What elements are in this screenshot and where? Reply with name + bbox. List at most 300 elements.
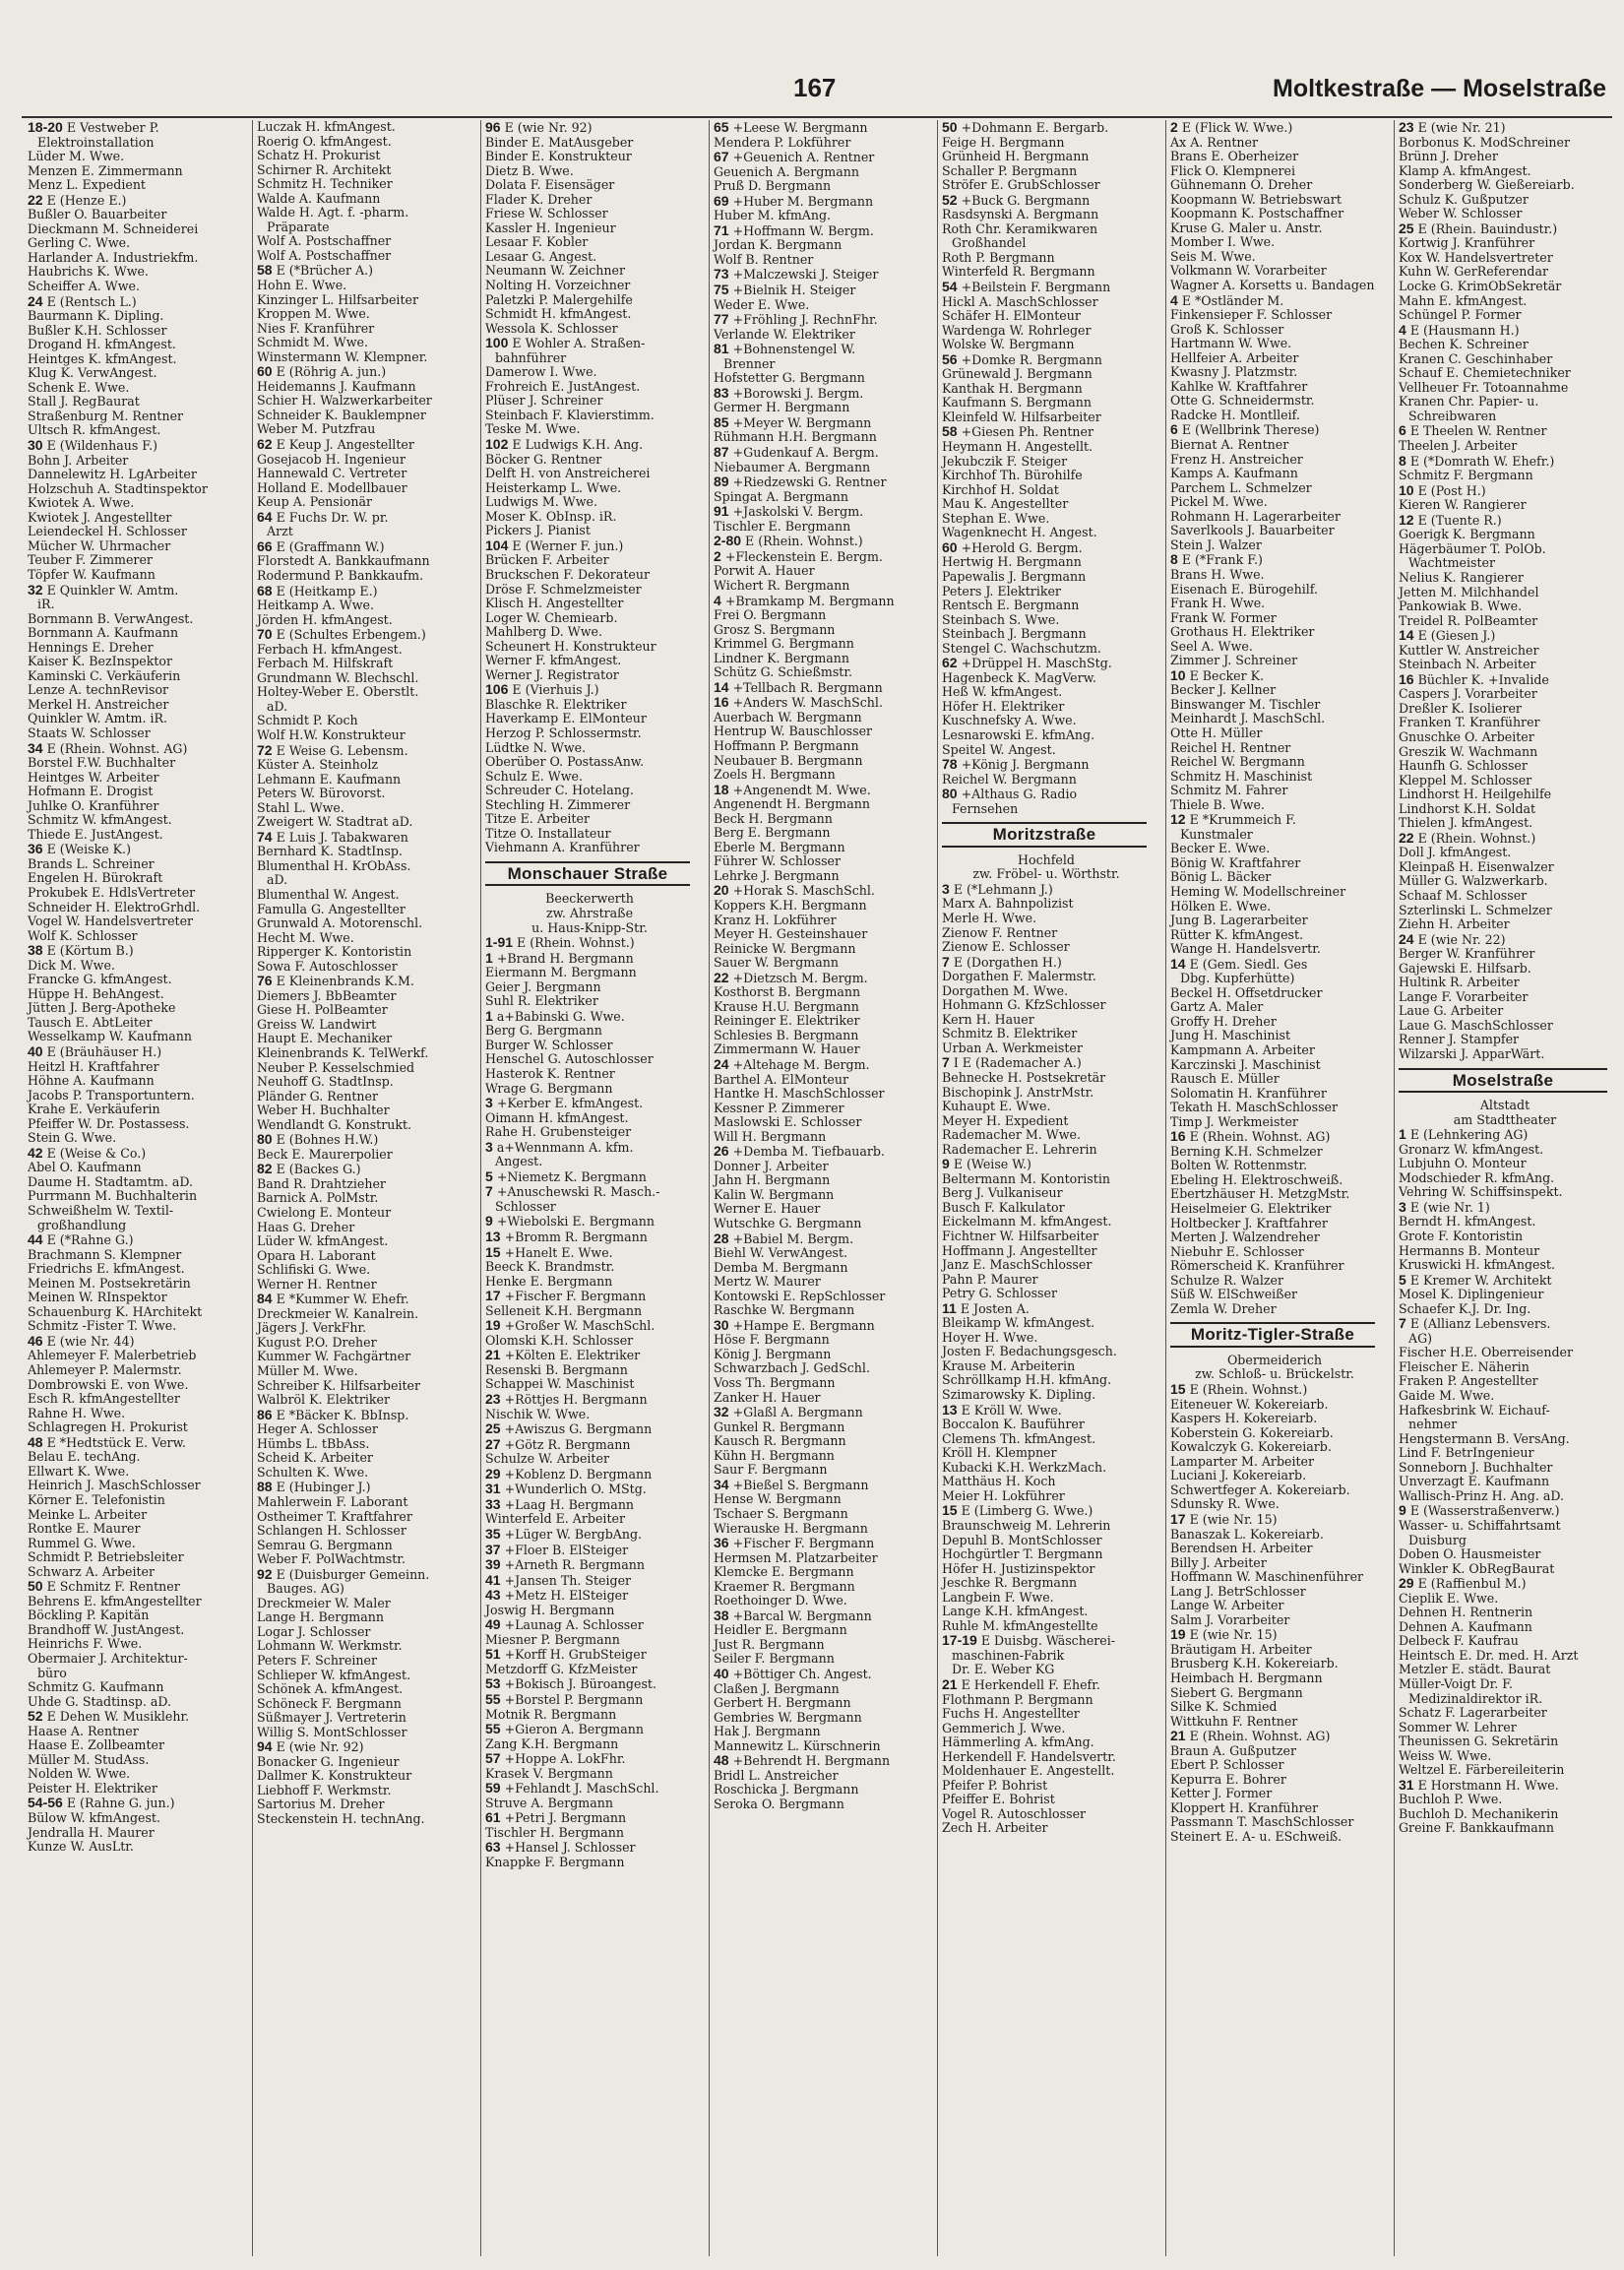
house-owner: E (Weise W.) bbox=[953, 1157, 1031, 1172]
house-owner: +Borstel P. Bergmann bbox=[504, 1691, 644, 1707]
resident-entry: Schmitz H. Maschinist bbox=[1170, 768, 1313, 784]
resident-entry: Moldenhauer E. Angestellt. bbox=[942, 1763, 1115, 1779]
resident-entry: Struve A. Bergmann bbox=[485, 1795, 613, 1810]
resident-entry: Hannewald C. Vertreter bbox=[257, 466, 407, 481]
resident-entry: Krause H.U. Bergmann bbox=[714, 998, 859, 1014]
resident-entry: Barnick A. PolMstr. bbox=[257, 1190, 379, 1206]
house-owner: E (Bräuhäuser H.) bbox=[46, 1044, 162, 1059]
resident-entry: Scheunert H. Konstrukteur bbox=[485, 638, 656, 654]
house-owner: +Bießel S. Bergmann bbox=[732, 1477, 869, 1492]
house-owner: +Niemetz K. Bergmann bbox=[496, 1168, 647, 1184]
resident-entry: Hochgürtler T. Bergmann bbox=[942, 1546, 1103, 1562]
house-entry bbox=[481, 1348, 698, 1363]
resident-entry: Wittkuhn F. Rentner bbox=[1170, 1713, 1298, 1729]
house-entry bbox=[1166, 1382, 1383, 1398]
resident-entry: Klug K. VerwAngest. bbox=[28, 365, 157, 381]
house-owner: E (wie Nr. 21) bbox=[1417, 120, 1506, 135]
house-number: 38 bbox=[714, 1607, 729, 1623]
resident-entry: Haubrichs K. Wwe. bbox=[28, 264, 149, 280]
resident-entry: Kunze W. AusLtr. bbox=[28, 1839, 134, 1855]
resident-entry: Böckling P. Kapitän bbox=[28, 1608, 150, 1623]
page-title: Moltkestraße — Moselstraße bbox=[1273, 75, 1606, 102]
resident-entry: Kaiser K. BezInspektor bbox=[28, 654, 172, 669]
house-owner: +Anders W. MaschSchl. bbox=[732, 695, 883, 711]
resident-entry: Hense W. Bergmann bbox=[714, 1491, 842, 1507]
house-entry bbox=[481, 120, 698, 136]
resident-entry: Finkensieper F. Schlosser bbox=[1170, 307, 1333, 323]
resident-entry: Diemers J. BbBeamter bbox=[257, 987, 397, 1003]
house-owner: E Kröll W. Wwe. bbox=[961, 1402, 1062, 1418]
resident-entry: Groffy H. Dreher bbox=[1170, 1013, 1277, 1029]
resident-entry: Rademacher M. Wwe. bbox=[942, 1127, 1081, 1143]
house-number: 52 bbox=[942, 191, 958, 208]
resident-entry: Hasterok K. Rentner bbox=[485, 1066, 615, 1081]
house-entry bbox=[481, 1840, 698, 1856]
house-entry bbox=[1166, 668, 1383, 684]
resident-entry: Gembries W. Bergmann bbox=[714, 1709, 862, 1725]
resident-entry: Ahlemeyer P. Malermstr. bbox=[28, 1362, 182, 1378]
resident-entry: Roethoinger D. Wwe. bbox=[714, 1593, 847, 1608]
resident-entry: Jekubczik F. Steiger bbox=[942, 453, 1068, 469]
resident-entry: Frank H. Wwe. bbox=[1170, 596, 1266, 611]
resident-entry: Leiendeckel H. Schlosser bbox=[28, 524, 187, 539]
resident-entry: Logar J. Schlosser bbox=[257, 1623, 371, 1639]
house-entry bbox=[481, 1647, 698, 1663]
resident-entry: Renner J. Stampfer bbox=[1399, 1032, 1520, 1047]
resident-entry: Vogel W. Handelsvertreter bbox=[28, 914, 194, 929]
street-heading: Moritz-Tigler-Straße bbox=[1170, 1322, 1375, 1348]
resident-entry: Bolten W. Rottenmstr. bbox=[1170, 1158, 1308, 1173]
house-entry bbox=[1395, 1200, 1615, 1216]
house-number: 33 bbox=[485, 1495, 501, 1512]
house-owner: +Awiszus G. Bergmann bbox=[504, 1421, 653, 1437]
resident-entry: Hak J. Bergmann bbox=[714, 1724, 821, 1739]
resident-entry: Heß W. kfmAngest. bbox=[942, 684, 1063, 700]
resident-entry: Schwertfeger A. Kokereiarb. bbox=[1170, 1482, 1350, 1497]
house-owner: +Borowski J. Bergm. bbox=[732, 385, 864, 401]
house-number: 36 bbox=[28, 841, 43, 857]
resident-entry: Schappei W. Maschinist bbox=[485, 1376, 635, 1392]
house-entry bbox=[1395, 628, 1615, 644]
house-number: 65 bbox=[714, 120, 729, 135]
house-number: 14 bbox=[714, 678, 729, 695]
resident-entry: Billy J. Arbeiter bbox=[1170, 1554, 1267, 1570]
house-entry bbox=[481, 951, 698, 967]
resident-entry: Gaide M. Wwe. bbox=[1399, 1388, 1495, 1404]
resident-entry: Semrau G. Bergmann bbox=[257, 1537, 393, 1552]
house-owner: +Wunderlich O. MStg. bbox=[504, 1482, 647, 1497]
resident-entry: Haas G. Dreher bbox=[257, 1219, 355, 1234]
house-entry bbox=[481, 1722, 698, 1737]
house-entry bbox=[481, 682, 698, 698]
house-entry bbox=[1166, 957, 1383, 973]
resident-entry: Beeck K. Brandmstr. bbox=[485, 1259, 615, 1275]
resident-entry: Pfeiffer E. Bohrist bbox=[942, 1792, 1055, 1807]
resident-entry: Maslowski E. Schlosser bbox=[714, 1114, 862, 1130]
house-entry bbox=[710, 1608, 926, 1624]
resident-entry: Holtbecker J. Kraftfahrer bbox=[1170, 1215, 1328, 1230]
house-number: 66 bbox=[257, 537, 273, 554]
resident-entry: Mau K. Angestellter bbox=[942, 496, 1069, 512]
resident-entry: Wichert R. Bergmann bbox=[714, 577, 850, 593]
house-owner: E (Rhein. Wohnst.) bbox=[745, 534, 863, 549]
resident-entry: Koopmann W. Betriebswart bbox=[1170, 191, 1342, 207]
resident-entry: Gartz A. Maler bbox=[1170, 999, 1264, 1015]
house-owner: +Demba M. Tiefbauarb. bbox=[732, 1144, 885, 1160]
house-number: 91 bbox=[714, 503, 729, 520]
house-number: 48 bbox=[28, 1433, 43, 1450]
resident-entry: Wolf A. Postschaffner bbox=[257, 247, 392, 263]
resident-entry: Lange F. Vorarbeiter bbox=[1399, 988, 1529, 1004]
house-entry bbox=[24, 1232, 240, 1248]
house-entry bbox=[710, 695, 926, 711]
house-number: 82 bbox=[257, 1161, 273, 1177]
entry-continuation: Angest. bbox=[495, 1154, 543, 1169]
house-owner: +Götz R. Bergmann bbox=[504, 1436, 631, 1452]
house-number: 4 bbox=[1170, 291, 1178, 308]
resident-entry: Heintges K. kfmAngest. bbox=[28, 350, 177, 366]
resident-entry: Kessner P. Zimmerer bbox=[714, 1100, 844, 1115]
house-entry bbox=[253, 1408, 469, 1423]
street-heading: Monschauer Straße bbox=[485, 861, 690, 887]
entry-continuation: iR. bbox=[37, 597, 55, 612]
house-owner: +Meyer W. Bergmann bbox=[732, 414, 872, 430]
resident-entry: Neuhoff G. StadtInsp. bbox=[257, 1074, 394, 1090]
resident-entry: Lesaar F. Kobler bbox=[485, 234, 589, 250]
house-number: 3 bbox=[485, 1095, 493, 1111]
house-number: 86 bbox=[257, 1406, 273, 1422]
resident-entry: Holzschuh A. Stadtinspektor bbox=[28, 480, 208, 496]
resident-entry: Schlesies B. Bergmann bbox=[714, 1027, 859, 1042]
resident-entry: Bonacker G. Ingenieur bbox=[257, 1753, 400, 1769]
house-entry bbox=[481, 1617, 698, 1633]
resident-entry: Ziehn H. Arbeiter bbox=[1399, 916, 1510, 932]
resident-entry: Schaller P. Bergmann bbox=[942, 162, 1078, 178]
house-entry bbox=[1166, 812, 1383, 828]
house-entry bbox=[938, 352, 1155, 368]
resident-entry: Urban A. Werkmeister bbox=[942, 1040, 1083, 1055]
house-number: 7 bbox=[942, 953, 950, 970]
resident-entry: Verlande W. Elektriker bbox=[714, 326, 855, 342]
entry-continuation: Dr. E. Weber KG bbox=[952, 1662, 1055, 1677]
house-entry bbox=[1395, 513, 1615, 529]
resident-entry: Lenze A. technRevisor bbox=[28, 682, 169, 698]
resident-entry: Braunschweig M. Lehrerin bbox=[942, 1517, 1111, 1533]
house-number: 12 bbox=[1170, 811, 1186, 828]
column-5 bbox=[937, 120, 1155, 2256]
house-number: 54-56 bbox=[28, 1795, 63, 1811]
resident-entry: Grundmann W. Blechschl. bbox=[257, 669, 419, 685]
column-1 bbox=[24, 120, 240, 2256]
resident-entry: Lesnarowski E. kfmAng. bbox=[942, 726, 1095, 742]
house-owner: E (Duisburger Gemeinn. bbox=[276, 1566, 430, 1582]
resident-entry: Kruswicki H. kfmAngest. bbox=[1399, 1257, 1555, 1273]
house-entry bbox=[938, 1503, 1155, 1519]
resident-entry: Heger A. Schlosser bbox=[257, 1421, 378, 1437]
resident-entry: Steckenstein H. technAng. bbox=[257, 1810, 425, 1826]
resident-entry: Olomski K.H. Schlosser bbox=[485, 1332, 634, 1348]
resident-entry: Mahlerwein F. Laborant bbox=[257, 1493, 408, 1509]
resident-entry: Binder E. Konstrukteur bbox=[485, 149, 632, 164]
house-owner: E Quinkler W. Amtm. bbox=[46, 582, 179, 598]
resident-entry: Kleppel M. Schlosser bbox=[1399, 772, 1532, 788]
resident-entry: Sonderberg W. Gießereiarb. bbox=[1399, 177, 1575, 193]
resident-entry: Joswig H. Bergmann bbox=[485, 1602, 615, 1617]
house-entry bbox=[253, 584, 469, 599]
resident-entry: Treidel R. PolBeamter bbox=[1399, 612, 1538, 628]
resident-entry: Siebert G. Bergmann bbox=[1170, 1684, 1303, 1700]
resident-entry: Wesselkamp W. Kaufmann bbox=[28, 1029, 193, 1044]
house-owner: E Vestweber P. bbox=[66, 120, 159, 135]
resident-entry: Liebhoff F. Werkmstr. bbox=[257, 1782, 392, 1797]
house-number: 13 bbox=[942, 1401, 958, 1418]
resident-entry: Wagenknecht H. Angest. bbox=[942, 525, 1097, 540]
house-owner: E Dehen W. Musiklehr. bbox=[46, 1709, 190, 1725]
resident-entry: Vellheuer Fr. Totoannahme bbox=[1399, 379, 1569, 395]
house-entry bbox=[481, 1497, 698, 1513]
house-owner: +Metz H. ElSteiger bbox=[504, 1588, 629, 1604]
house-number: 96 bbox=[485, 120, 501, 135]
house-owner: +Korff H. GrubSteiger bbox=[504, 1647, 647, 1663]
resident-entry: Schreiber K. Hilfsarbeiter bbox=[257, 1377, 421, 1393]
resident-entry: Meinen M. Postsekretärin bbox=[28, 1275, 191, 1291]
district-note: u. Haus-Knipp-Str. bbox=[531, 919, 648, 935]
resident-entry: Will H. Bergmann bbox=[714, 1128, 827, 1144]
resident-entry: Schwarzbach J. GedSchl. bbox=[714, 1360, 870, 1376]
house-owner: E Herkendell F. Ehefr. bbox=[961, 1676, 1100, 1692]
resident-entry: Brachmann S. Klempner bbox=[28, 1246, 182, 1262]
house-number: 26 bbox=[714, 1143, 729, 1160]
house-number: 62 bbox=[942, 655, 958, 671]
resident-entry: Blaschke R. Elektriker bbox=[485, 696, 627, 712]
resident-entry: Wilzarski J. ApparWärt. bbox=[1399, 1046, 1545, 1061]
resident-entry: Thiede E. JustAngest. bbox=[28, 826, 163, 842]
resident-entry: Stein G. Wwe. bbox=[28, 1130, 117, 1146]
resident-entry: Brans E. Oberheizer bbox=[1170, 149, 1299, 164]
resident-entry: Mahn E. kfmAngest. bbox=[1399, 292, 1528, 308]
resident-entry: Binder E. MatAusgeber bbox=[485, 134, 634, 150]
resident-entry: Wutschke G. Bergmann bbox=[714, 1216, 862, 1231]
house-owner: E (Henze E.) bbox=[46, 192, 127, 208]
resident-entry: Merle H. Wwe. bbox=[942, 910, 1037, 925]
house-number: 2 bbox=[714, 547, 721, 564]
house-number: 30 bbox=[28, 437, 43, 454]
resident-entry: Walbröl K. Elektriker bbox=[257, 1392, 391, 1408]
house-owner: E (Rhein. Bauindustr.) bbox=[1417, 221, 1558, 236]
house-entry bbox=[481, 1482, 698, 1497]
district-note: zw. Fröbel- u. Wörthstr. bbox=[972, 866, 1120, 882]
resident-entry: Depuhl B. MontSchlosser bbox=[942, 1532, 1102, 1547]
resident-entry: Schütz G. Schießmstr. bbox=[714, 664, 853, 680]
resident-entry: Brücken F. Arbeiter bbox=[485, 552, 609, 568]
resident-entry: Sowa F. Autoschlosser bbox=[257, 958, 398, 974]
resident-entry: Mannewitz L. Kürschnerin bbox=[714, 1737, 881, 1753]
resident-entry: Reininger E. Elektriker bbox=[714, 1013, 860, 1029]
house-number: 38 bbox=[28, 942, 43, 959]
resident-entry: Henschel G. Autoschlosser bbox=[485, 1051, 654, 1067]
resident-entry: Koberstein G. Kokereiarb. bbox=[1170, 1424, 1334, 1440]
resident-entry: Frei O. Bergmann bbox=[714, 607, 827, 623]
resident-entry: Brands L. Schreiner bbox=[28, 855, 155, 871]
house-number: 30 bbox=[714, 1316, 729, 1333]
resident-entry: Pahn P. Maurer bbox=[942, 1271, 1038, 1287]
resident-entry: Schenk E. Wwe. bbox=[28, 379, 130, 395]
house-owner: E Schmitz F. Rentner bbox=[46, 1579, 180, 1595]
house-entry bbox=[481, 1184, 698, 1200]
resident-entry: Klemcke E. Bergmann bbox=[714, 1564, 854, 1580]
house-entry bbox=[481, 1245, 698, 1261]
house-number: 14 bbox=[1399, 627, 1414, 644]
resident-entry: Bruckschen F. Dekorateur bbox=[485, 566, 650, 582]
district-note: Altstadt bbox=[1479, 1098, 1530, 1113]
house-entry bbox=[938, 193, 1155, 209]
column-3 bbox=[480, 120, 698, 2256]
resident-entry: Schlifiski G. Wwe. bbox=[257, 1262, 371, 1278]
resident-entry: Fischer H.E. Oberreisender bbox=[1399, 1345, 1573, 1360]
resident-entry: Führer W. Schlosser bbox=[714, 853, 842, 869]
resident-entry: Ebertzhäuser H. MetzgMstr. bbox=[1170, 1186, 1350, 1202]
house-entry bbox=[253, 510, 469, 526]
resident-entry: Nies F. Kranführer bbox=[257, 320, 375, 336]
district-note: am Stadttheater bbox=[1453, 1111, 1557, 1127]
resident-entry: Modschieder R. kfmAng. bbox=[1399, 1169, 1555, 1185]
house-number: 73 bbox=[714, 266, 729, 283]
resident-entry: Otte G. Schneidermstr. bbox=[1170, 393, 1315, 409]
resident-entry: Boccalon K. Bauführer bbox=[942, 1417, 1085, 1432]
entry-continuation: Duisburg bbox=[1408, 1532, 1467, 1547]
resident-entry: Kaminski C. Verkäuferin bbox=[28, 667, 181, 683]
house-entry bbox=[1395, 120, 1615, 136]
resident-entry: Cwielong E. Monteur bbox=[257, 1205, 392, 1221]
resident-entry: Zanker H. Hauer bbox=[714, 1389, 821, 1405]
resident-entry: Töpfer W. Kaufmann bbox=[28, 566, 156, 582]
resident-entry: Dallmer K. Konstrukteur bbox=[257, 1768, 412, 1784]
resident-entry: Weber W. Schlosser bbox=[1399, 206, 1523, 221]
resident-entry: Titze O. Installateur bbox=[485, 825, 611, 841]
resident-entry: Straßenburg M. Rentner bbox=[28, 408, 184, 423]
house-entry bbox=[24, 1146, 240, 1162]
resident-entry: Schmidt M. Wwe. bbox=[257, 335, 368, 350]
house-number: 106 bbox=[485, 681, 509, 698]
resident-entry: Nolting H. Vorzeichner bbox=[485, 278, 631, 293]
resident-entry: Wrage G. Bergmann bbox=[485, 1080, 613, 1096]
resident-entry: Seiler F. Bergmann bbox=[714, 1651, 835, 1667]
resident-entry: Bohn J. Arbeiter bbox=[28, 452, 129, 468]
house-number: 84 bbox=[257, 1291, 273, 1307]
resident-entry: Ferbach M. Hilfskraft bbox=[257, 656, 394, 671]
resident-entry: Schönek A. kfmAngest. bbox=[257, 1681, 404, 1697]
resident-entry: Frank W. Former bbox=[1170, 609, 1277, 625]
resident-entry: Zienow E. Schlosser bbox=[942, 939, 1070, 955]
house-entry bbox=[710, 1144, 926, 1160]
resident-entry: Kieren W. Rangierer bbox=[1399, 497, 1527, 513]
resident-entry: Haase E. Zollbeamter bbox=[28, 1737, 165, 1753]
resident-entry: Ultsch R. kfmAngest. bbox=[28, 422, 161, 438]
resident-entry: Mosel K. Diplingenieur bbox=[1399, 1287, 1544, 1302]
resident-entry: Schulz E. Wwe. bbox=[485, 768, 583, 784]
house-owner: +Költen E. Elektriker bbox=[504, 1348, 641, 1363]
house-number: 21 bbox=[942, 1675, 958, 1692]
resident-entry: Pfeifer P. Bohrist bbox=[942, 1777, 1048, 1793]
entry-continuation: bahnführer bbox=[495, 349, 567, 365]
resident-entry: Berg G. Bergmann bbox=[485, 1023, 602, 1039]
resident-entry: Schöneck F. Bergmann bbox=[257, 1695, 402, 1711]
resident-entry: Oberüber O. PostassAnw. bbox=[485, 754, 645, 770]
house-number: 53 bbox=[485, 1675, 501, 1692]
house-number: 24 bbox=[714, 1056, 729, 1072]
house-owner: E (Wasserstraßenverw.) bbox=[1409, 1503, 1560, 1519]
column-6 bbox=[1165, 120, 1383, 2256]
resident-entry: Schatz F. Lagerarbeiter bbox=[1399, 1705, 1547, 1721]
resident-entry: Flothmann P. Bergmann bbox=[942, 1691, 1093, 1707]
resident-entry: Winterfeld R. Bergmann bbox=[942, 264, 1095, 280]
house-owner: E Becker K. bbox=[1189, 667, 1265, 683]
house-entry bbox=[24, 943, 240, 959]
resident-entry: Winstermann W. Klempner. bbox=[257, 348, 428, 364]
entry-continuation: Brenner bbox=[723, 355, 776, 371]
resident-entry: Wasser- u. Schiffahrtsamt bbox=[1399, 1517, 1561, 1533]
resident-entry: Barthel A. ElMonteur bbox=[714, 1071, 848, 1087]
house-owner: E (Tuente R.) bbox=[1417, 512, 1502, 528]
resident-entry: Behnecke H. Postsekretär bbox=[942, 1070, 1106, 1085]
house-entry bbox=[710, 474, 926, 490]
resident-entry: Kwiotek A. Wwe. bbox=[28, 495, 135, 511]
house-number: 42 bbox=[28, 1144, 43, 1161]
resident-entry: Viehmann A. Kranführer bbox=[485, 840, 640, 855]
house-owner: +Herold G. Bergm. bbox=[961, 539, 1083, 555]
house-owner: +Arneth R. Bergmann bbox=[504, 1557, 645, 1573]
house-number: 22 bbox=[1399, 829, 1414, 846]
resident-entry: Heming W. Modellschreiner bbox=[1170, 883, 1346, 899]
house-owner: E (Post H.) bbox=[1417, 482, 1486, 498]
house-entry bbox=[710, 312, 926, 328]
resident-entry: Kuschnefsky A. Wwe. bbox=[942, 713, 1077, 728]
house-number: 15 bbox=[942, 1502, 958, 1519]
resident-entry: Quinkler W. Amtm. iR. bbox=[28, 711, 168, 726]
resident-entry: Schlagregen H. Prokurist bbox=[28, 1419, 188, 1435]
house-entry bbox=[481, 935, 698, 951]
resident-entry: Höfer H. Justizinspektor bbox=[942, 1560, 1095, 1576]
resident-entry: Dick M. Wwe. bbox=[28, 957, 115, 973]
house-number: 20 bbox=[714, 882, 729, 899]
resident-entry: Marx A. Bahnpolizist bbox=[942, 896, 1074, 912]
house-owner: +Bromm R. Bergmann bbox=[504, 1230, 648, 1245]
house-entry bbox=[1166, 552, 1383, 568]
house-entry bbox=[24, 120, 240, 136]
resident-entry: Dieckmann M. Schneiderei bbox=[28, 221, 199, 236]
house-number: 29 bbox=[485, 1465, 501, 1482]
resident-entry: Damerow I. Wwe. bbox=[485, 364, 597, 380]
resident-entry: Merkel H. Anstreicher bbox=[28, 696, 169, 712]
resident-entry: Eiermann M. Bergmann bbox=[485, 965, 637, 980]
resident-entry: Kosthorst B. Bergmann bbox=[714, 984, 861, 1000]
house-owner: E (Rhein. Wohnst.) bbox=[517, 935, 635, 951]
house-owner: +Koblenz D. Bergmann bbox=[504, 1466, 653, 1482]
house-entry bbox=[938, 1677, 1155, 1693]
resident-entry: Hultink R. Arbeiter bbox=[1399, 975, 1520, 990]
resident-entry: Oimann H. kfmAngest. bbox=[485, 1109, 629, 1125]
house-entry bbox=[253, 1162, 469, 1177]
resident-entry: Bußler O. Bauarbeiter bbox=[28, 207, 167, 222]
resident-entry: Nischik W. Wwe. bbox=[485, 1406, 591, 1421]
district-note: zw. Ahrstraße bbox=[545, 905, 634, 920]
house-owner: E (Flick W. Wwe.) bbox=[1181, 120, 1293, 135]
house-entry bbox=[710, 120, 926, 136]
resident-entry: Neumann W. Zeichner bbox=[485, 263, 625, 279]
resident-entry: Dietz B. Wwe. bbox=[485, 162, 574, 178]
entry-continuation: Fernsehen bbox=[952, 800, 1019, 816]
entry-continuation: aD. bbox=[267, 698, 288, 714]
